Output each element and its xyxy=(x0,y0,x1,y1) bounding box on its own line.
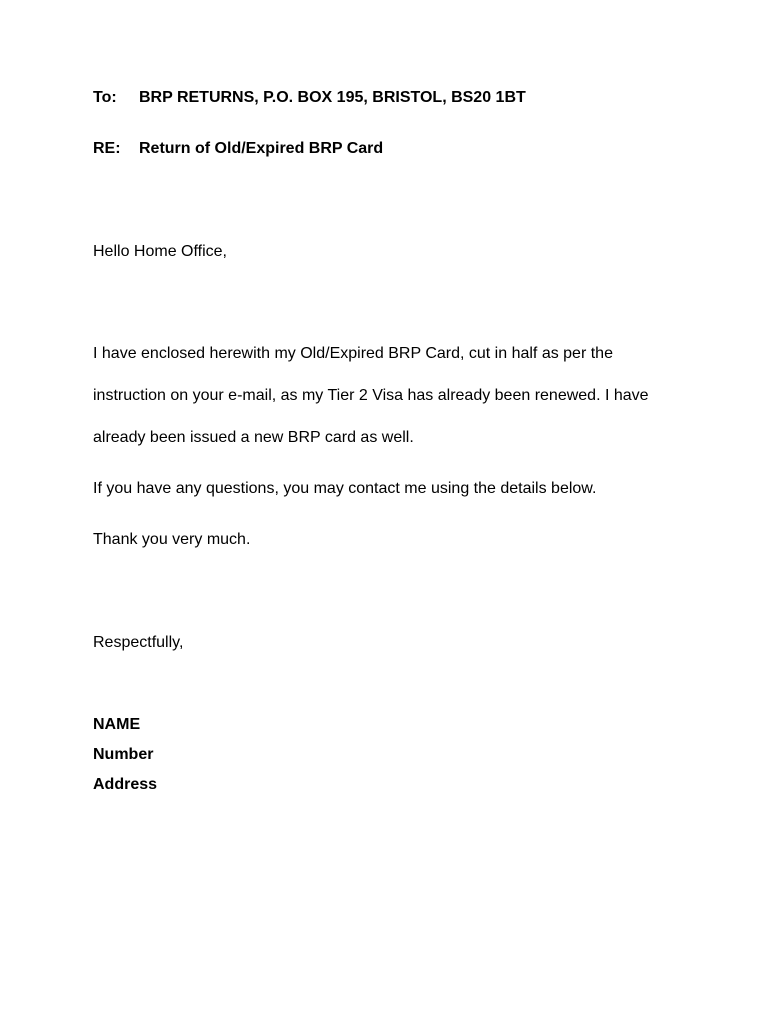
closing: Respectfully, xyxy=(93,634,184,651)
greeting: Hello Home Office, xyxy=(93,243,227,260)
thanks-line: Thank you very much. xyxy=(93,531,251,548)
signature-name: NAME xyxy=(93,716,141,733)
signature-address: Address xyxy=(93,776,158,793)
body-line-1: I have enclosed herewith my Old/Expired BRP Card, cut in half as per the xyxy=(93,345,613,362)
to-address: BRP RETURNS, P.O. BOX 195, BRISTOL, BS20 1BT xyxy=(139,89,526,106)
to-label: To: xyxy=(93,89,117,106)
body-line-2: instruction on your e-mail, as my Tier 2 Visa has already been renewed. I have xyxy=(93,387,649,404)
signature-number: Number xyxy=(93,746,154,763)
re-subject: Return of Old/Expired BRP Card xyxy=(139,140,384,157)
body-line-3: already been issued a new BRP card as well. xyxy=(93,429,414,446)
to-line xyxy=(93,88,526,108)
questions-line: If you have any questions, you may contact me using the details below. xyxy=(93,480,597,497)
re-label: RE: xyxy=(93,140,121,157)
re-line xyxy=(93,139,383,159)
